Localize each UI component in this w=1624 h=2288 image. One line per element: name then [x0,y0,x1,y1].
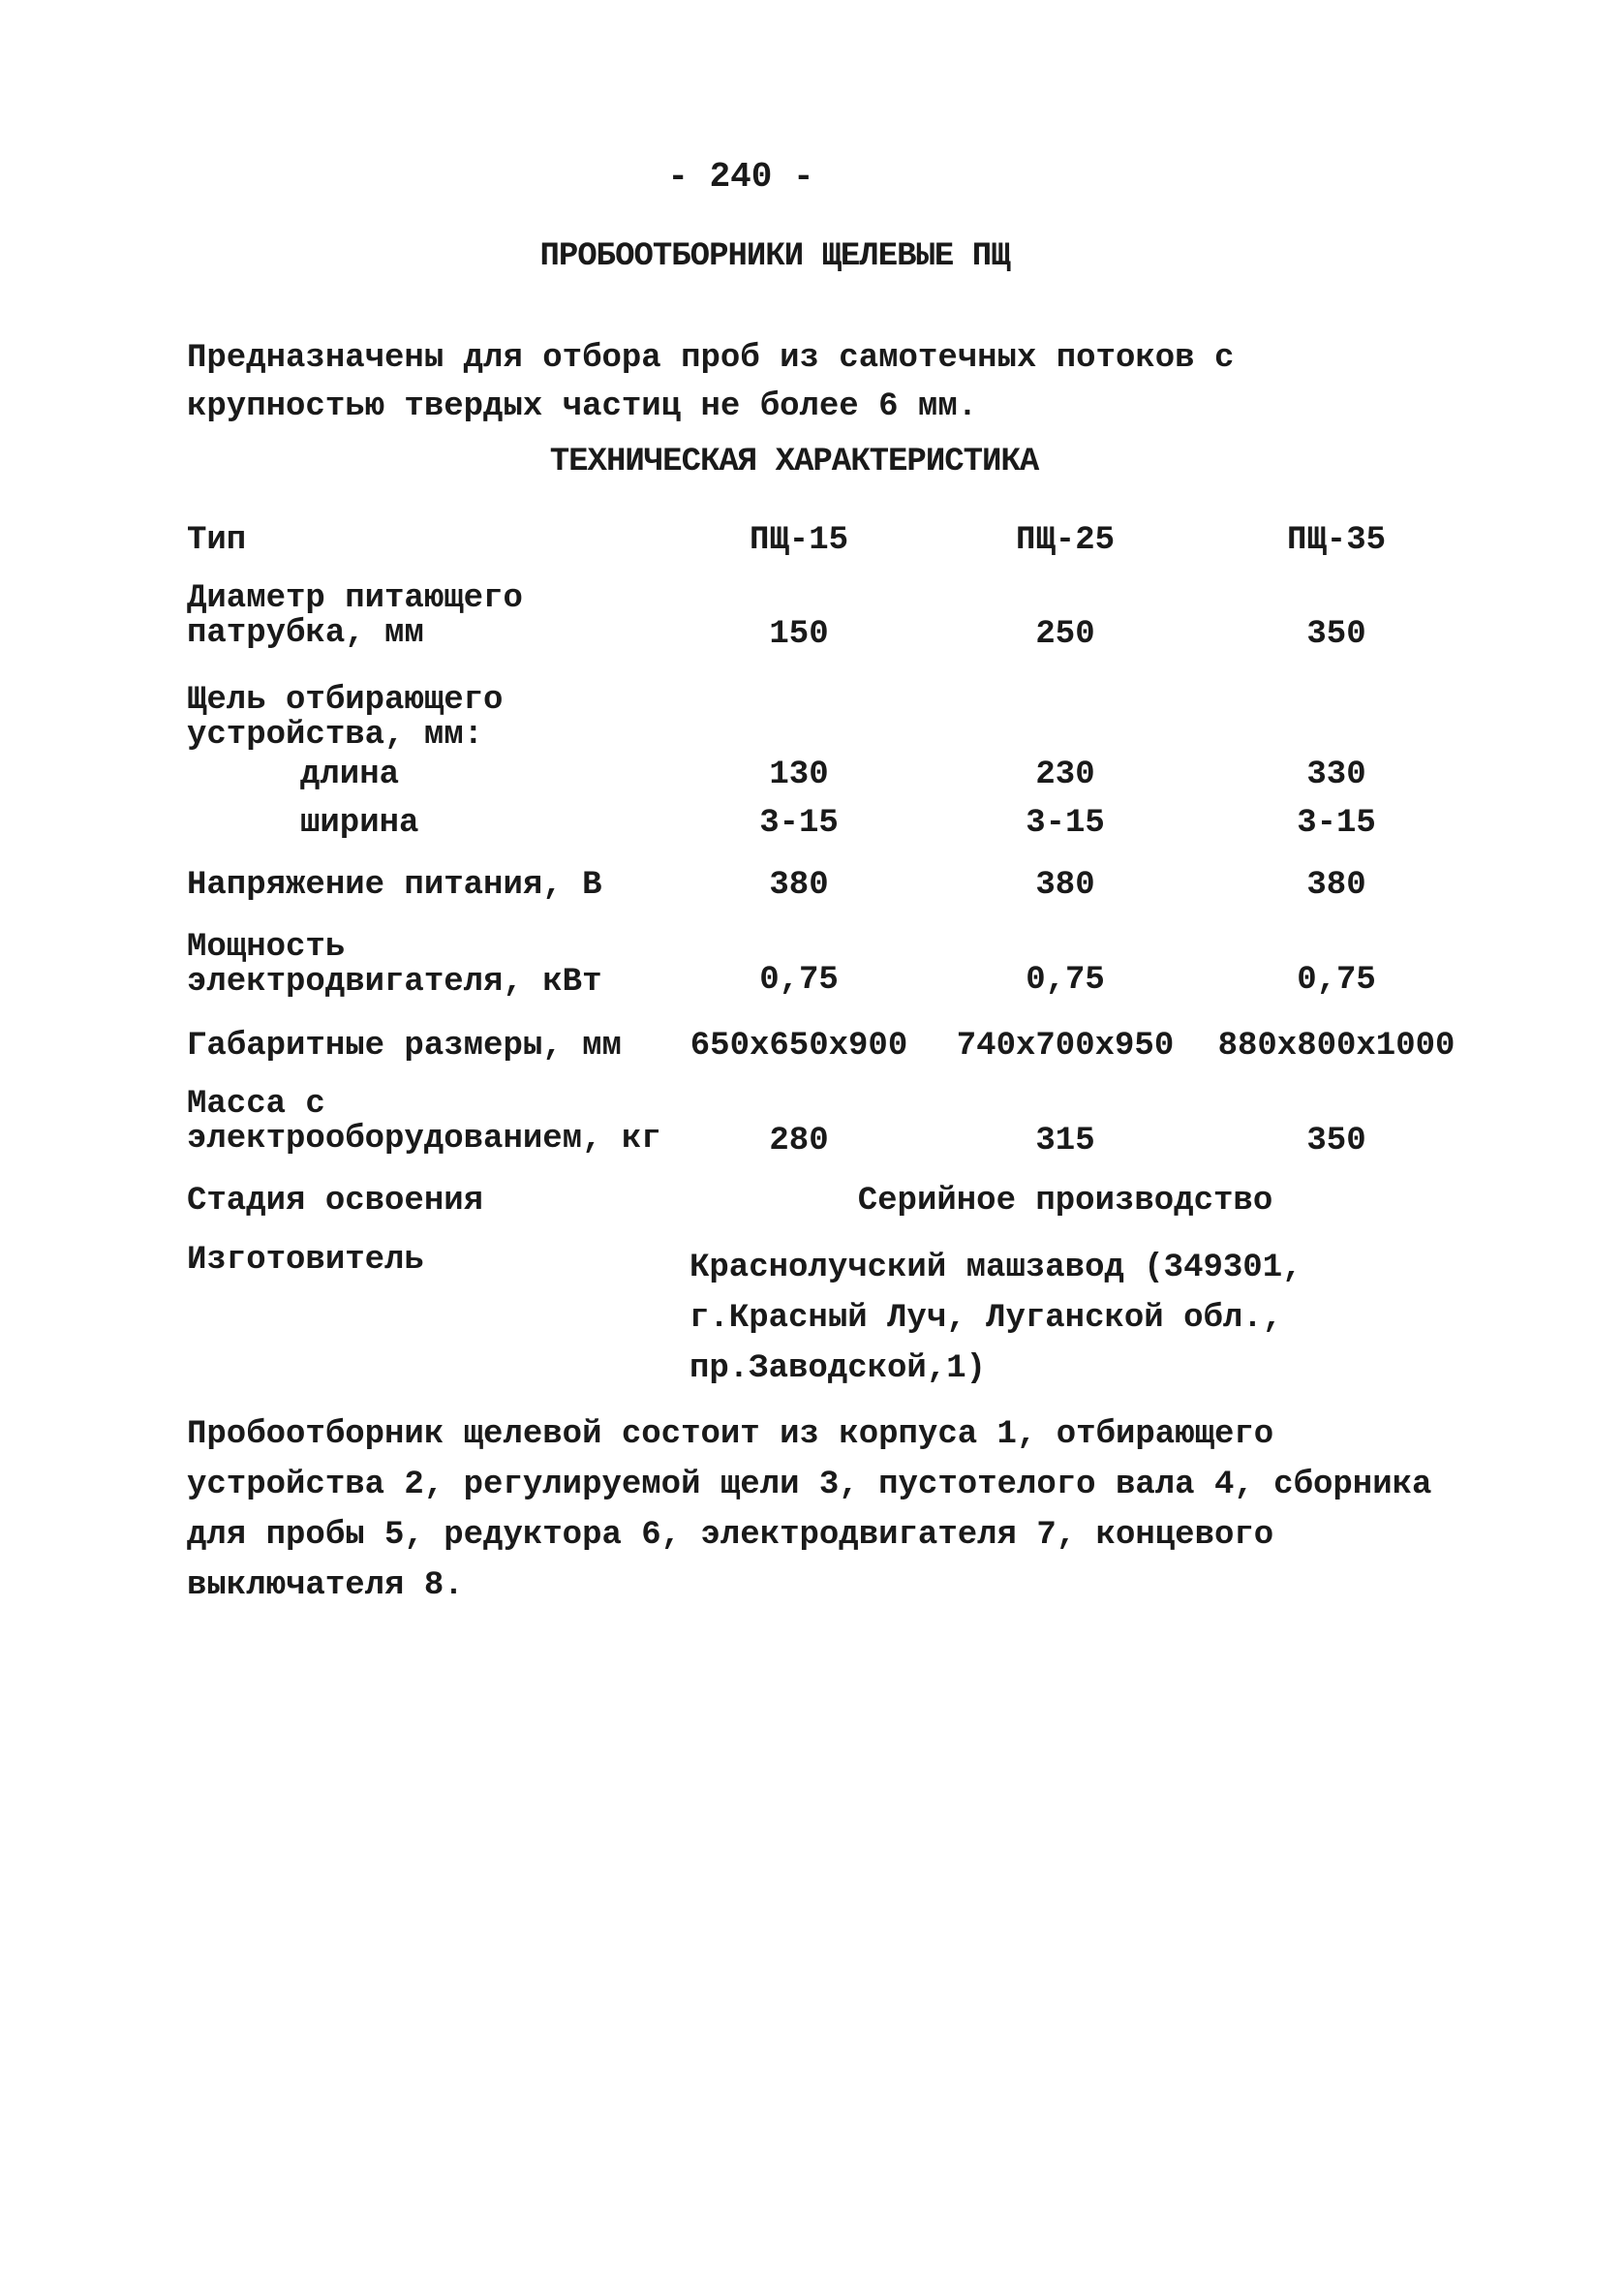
page-number: - 240 - [667,157,814,197]
row-label-diameter: Диаметр питающего патрубка, мм [187,580,523,652]
stage-value: Серийное производство [857,1183,1273,1220]
power-col-3: 0,75 [1297,962,1376,999]
description-paragraph: Пробоотборник щелевой состоит из корпуса 1, отбирающего устройства 2, регулируемой щели 3, пустотелого вала 4, сборника для пробы 5, редуктора 6, электродвигателя 7, концевого выключателя 8. [187,1416,1432,1604]
row-label-mass: Масса с электрооборудованием, кг [187,1086,661,1158]
mass-col-3: 350 [1306,1123,1366,1159]
row-label-slot: Щель отбирающего устройства, мм: [187,682,504,754]
power-col-2: 0,75 [1026,962,1105,999]
row-label-dimensions: Габаритные размеры, мм [187,1028,622,1065]
length-col-2: 230 [1035,757,1095,793]
voltage-col-2: 380 [1035,867,1095,904]
type-col-2: ПЩ-25 [1015,522,1116,559]
row-label-length: длина [300,757,400,793]
diameter-col-3: 350 [1306,616,1366,653]
row-label-power: Мощность электродвигателя, кВт [187,929,602,1001]
document-title: ПРОБООТБОРНИКИ ЩЕЛЕВЫЕ ПЩ [539,238,1010,275]
voltage-col-3: 380 [1306,867,1366,904]
dimensions-col-1: 650x650x900 [689,1028,908,1065]
maker-value: Краснолучский машзавод (349301, г.Красный Луч, Луганской обл., пр.Заводской,1) [689,1250,1302,1387]
type-col-3: ПЩ-35 [1286,522,1387,559]
voltage-col-1: 380 [769,867,829,904]
dimensions-col-2: 740x700x950 [956,1028,1175,1065]
section-subtitle: ТЕХНИЧЕСКАЯ ХАРАКТЕРИСТИКА [549,444,1039,480]
width-col-3: 3-15 [1297,805,1376,842]
diameter-col-1: 150 [769,616,829,653]
length-col-1: 130 [769,757,829,793]
mass-col-2: 315 [1035,1123,1095,1159]
type-label: Тип [187,522,247,559]
diameter-col-2: 250 [1035,616,1095,653]
mass-col-1: 280 [769,1123,829,1159]
length-col-3: 330 [1306,757,1366,793]
row-label-stage: Стадия освоения [187,1183,484,1220]
row-label-maker: Изготовитель [187,1242,424,1279]
row-label-width: ширина [300,805,419,842]
intro-paragraph: Предназначены для отбора проб из самотечных потоков с крупностью твердых частиц не более 6 мм. [187,340,1235,425]
width-col-2: 3-15 [1026,805,1105,842]
width-col-1: 3-15 [759,805,839,842]
dimensions-col-3: 880x800x1000 [1217,1028,1455,1065]
row-label-voltage: Напряжение питания, В [187,867,602,904]
power-col-1: 0,75 [759,962,839,999]
type-col-1: ПЩ-15 [749,522,849,559]
